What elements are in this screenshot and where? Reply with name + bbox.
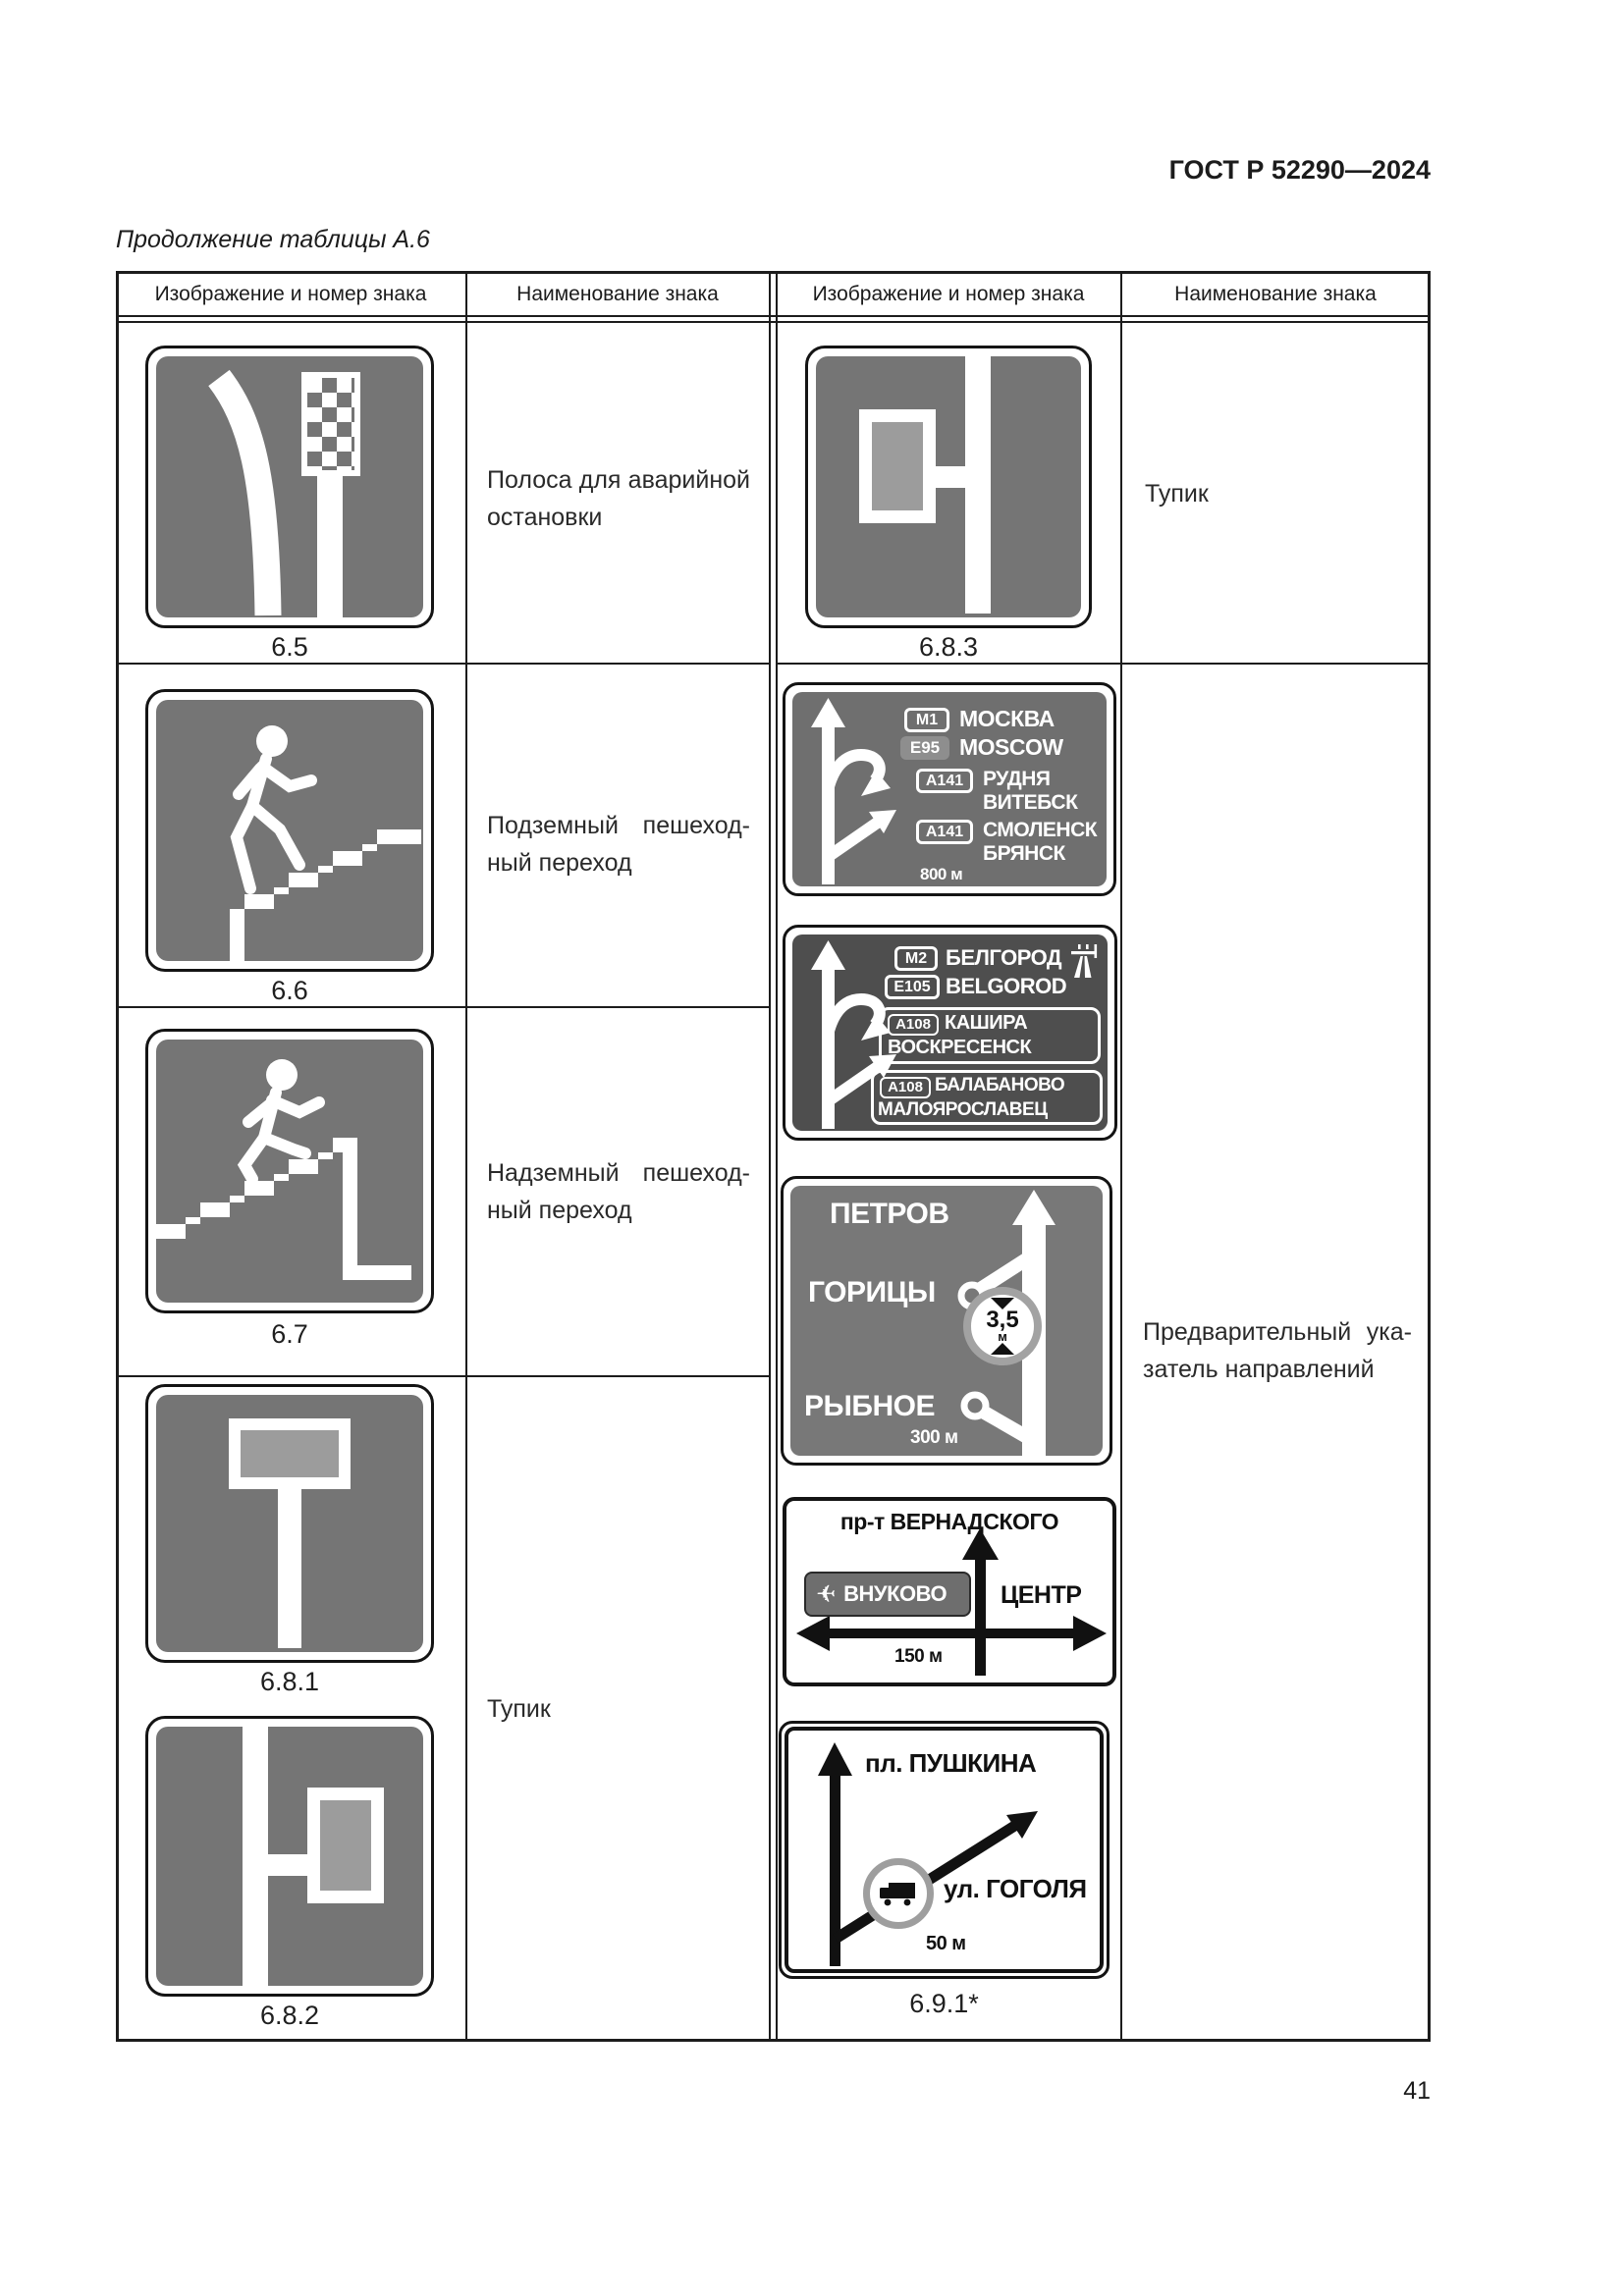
sign-name-6-8: [487, 1690, 750, 1728]
direction-arrows-icon: [792, 692, 902, 886]
sign-6-7: [145, 1029, 434, 1313]
destination-panel: [879, 1007, 1101, 1064]
col-header-4: Наименование знака: [1174, 283, 1377, 305]
sign-number-6-8-3: 6.8.3: [918, 632, 979, 662]
sign-name-6-5: [487, 461, 750, 536]
guide-sign-petrov: [781, 1176, 1112, 1466]
row-rule-left-1: [116, 663, 771, 665]
route-badge: М1: [904, 708, 949, 732]
name-line: Предварительный ука-: [1143, 1318, 1412, 1346]
route-badge: А108: [888, 1014, 939, 1036]
local-sign-vernadskogo: [783, 1497, 1116, 1686]
route-badge: А141: [916, 820, 973, 844]
airplane-icon: ✈: [816, 1580, 837, 1608]
header-rule-1: [116, 315, 1431, 317]
destination: ВОСКРЕСЕНСК: [888, 1037, 1032, 1058]
height-limit-icon: [963, 1287, 1042, 1365]
column-divider-3: [1120, 271, 1122, 2042]
sign-number-6-8-1: 6.8.1: [259, 1667, 320, 1696]
destination: РЫБНОЕ: [804, 1390, 935, 1422]
sign-name-6-6: [487, 807, 750, 881]
sign-number-6-7: 6.7: [271, 1319, 308, 1349]
page-number: 41: [1403, 2077, 1431, 2105]
name-line: ный переход: [487, 1197, 632, 1224]
col-header-3: Изображение и номер знака: [812, 283, 1085, 305]
row-rule-right-1: [776, 663, 1431, 665]
dead-end-block-icon: [229, 1418, 351, 1489]
airport-destination-box: [804, 1572, 971, 1617]
column-divider-1: [465, 271, 467, 2042]
sign-number-6-9-1: 6.9.1*: [909, 1989, 979, 2018]
name-line: Тупик: [487, 1695, 551, 1723]
local-sign-pushkina: [779, 1721, 1110, 1979]
route-badge: А108: [880, 1077, 931, 1098]
half-divider-right: [776, 271, 778, 2042]
sign-6-8-2-face: [156, 1727, 423, 1986]
distance-label: 300 м: [910, 1427, 958, 1448]
sign-name-6-7: [487, 1154, 750, 1229]
sign-6-8-3: [805, 346, 1092, 628]
dead-end-block-icon: [859, 409, 936, 523]
row-rule-left-2: [116, 1006, 771, 1008]
name-line: затель направлений: [1143, 1356, 1375, 1383]
limit-unit: м: [998, 1329, 1007, 1344]
col-header-1: Изображение и номер знака: [154, 283, 427, 305]
destination: ГОРИЦЫ: [808, 1276, 936, 1308]
local-sign-pushkina-face: [785, 1727, 1104, 1973]
destination: ВНУКОВО: [843, 1581, 947, 1606]
fork-road-icon: [156, 356, 423, 617]
destination: MOSCOW: [959, 734, 1063, 760]
sign-6-8-1: [145, 1384, 434, 1663]
destination: БАЛАБАНОВО: [935, 1075, 1065, 1095]
destination: МОСКВА: [959, 706, 1055, 731]
name-line: остановки: [487, 504, 603, 531]
branch-road-icon: [268, 1854, 307, 1876]
destination: пл. ПУШКИНА: [865, 1748, 1037, 1778]
header-rule-2: [116, 321, 1431, 323]
document-code: ГОСТ Р 52290—2024: [1168, 155, 1431, 185]
destination: БЕЛГОРОД: [946, 945, 1062, 970]
motorway-icon: [1069, 942, 1099, 980]
col-header-2: Наименование знака: [516, 283, 719, 305]
distance-label: 800 м: [920, 865, 963, 883]
destination: ул. ГОГОЛЯ: [944, 1874, 1087, 1903]
sign-6-8-1-face: [156, 1395, 423, 1652]
sign-number-6-5: 6.5: [271, 632, 308, 662]
guide-sign-belgorod-face: [792, 934, 1108, 1131]
through-road-icon: [965, 356, 991, 614]
sign-number-6-8-2: 6.8.2: [259, 2001, 320, 2030]
guide-sign-belgorod: [783, 925, 1117, 1141]
guide-sign-moscow: [783, 682, 1116, 896]
name-line: ный переход: [487, 849, 632, 877]
destination: ПЕТРОВ: [830, 1198, 949, 1230]
destination: СМОЛЕНСК: [983, 819, 1098, 841]
sign-name-6-9-1: [1143, 1313, 1412, 1388]
destination: ЦЕНТР: [1001, 1581, 1082, 1609]
half-divider-left: [769, 271, 771, 2042]
sign-name-6-8-3: [1145, 475, 1410, 512]
pedestrian-down-stairs-icon: [156, 700, 423, 961]
destination: МАЛОЯРОСЛАВЕЦ: [878, 1099, 1048, 1120]
route-badge: E95: [900, 736, 949, 760]
truck-prohibition-icon: [863, 1858, 934, 1929]
pedestrian-up-stairs-icon: [156, 1040, 423, 1303]
destination: ВИТЕБСК: [983, 791, 1078, 814]
truck-icon: [878, 1881, 919, 1907]
through-road-icon: [243, 1727, 268, 1986]
destination-panel: [871, 1070, 1103, 1125]
stop-lane-icon: [317, 474, 343, 617]
destination: BELGOROD: [946, 974, 1067, 998]
name-line: Подземный пешеход-: [487, 812, 750, 839]
row-rule-left-3: [116, 1375, 771, 1377]
table-caption: Продолжение таблицы А.6: [116, 226, 430, 253]
distance-label: 150 м: [894, 1646, 943, 1667]
name-line: Тупик: [1145, 480, 1209, 507]
sign-6-5-face: [156, 356, 423, 617]
sign-number-6-6: 6.6: [271, 976, 308, 1005]
destination: КАШИРА: [945, 1012, 1028, 1034]
name-line: Полоса для аварийной: [487, 466, 750, 494]
dead-end-block-icon: [307, 1788, 384, 1903]
destination: РУДНЯ: [983, 768, 1051, 790]
route-badge: Е105: [885, 975, 940, 999]
destination: БРЯНСК: [983, 842, 1065, 865]
sign-6-6-face: [156, 700, 423, 961]
limit-value: 3,5: [986, 1307, 1019, 1333]
street-name: пр-т ВЕРНАДСКОГО: [839, 1509, 1059, 1534]
guide-sign-moscow-face: [792, 692, 1107, 886]
distance-label: 50 м: [926, 1933, 966, 1954]
name-line: Надземный пешеход-: [487, 1159, 750, 1187]
road-stem-icon: [278, 1489, 301, 1648]
sign-6-8-2: [145, 1716, 434, 1997]
sign-6-7-face: [156, 1040, 423, 1303]
route-badge: М2: [894, 946, 938, 971]
limit-arrow-up: [991, 1343, 1014, 1355]
checkered-bay-icon: [301, 372, 360, 476]
sign-6-5: [145, 346, 434, 628]
sign-6-8-3-face: [816, 356, 1081, 617]
route-badge: А141: [916, 769, 973, 793]
guide-sign-petrov-face: [790, 1186, 1103, 1456]
sign-6-6: [145, 689, 434, 972]
